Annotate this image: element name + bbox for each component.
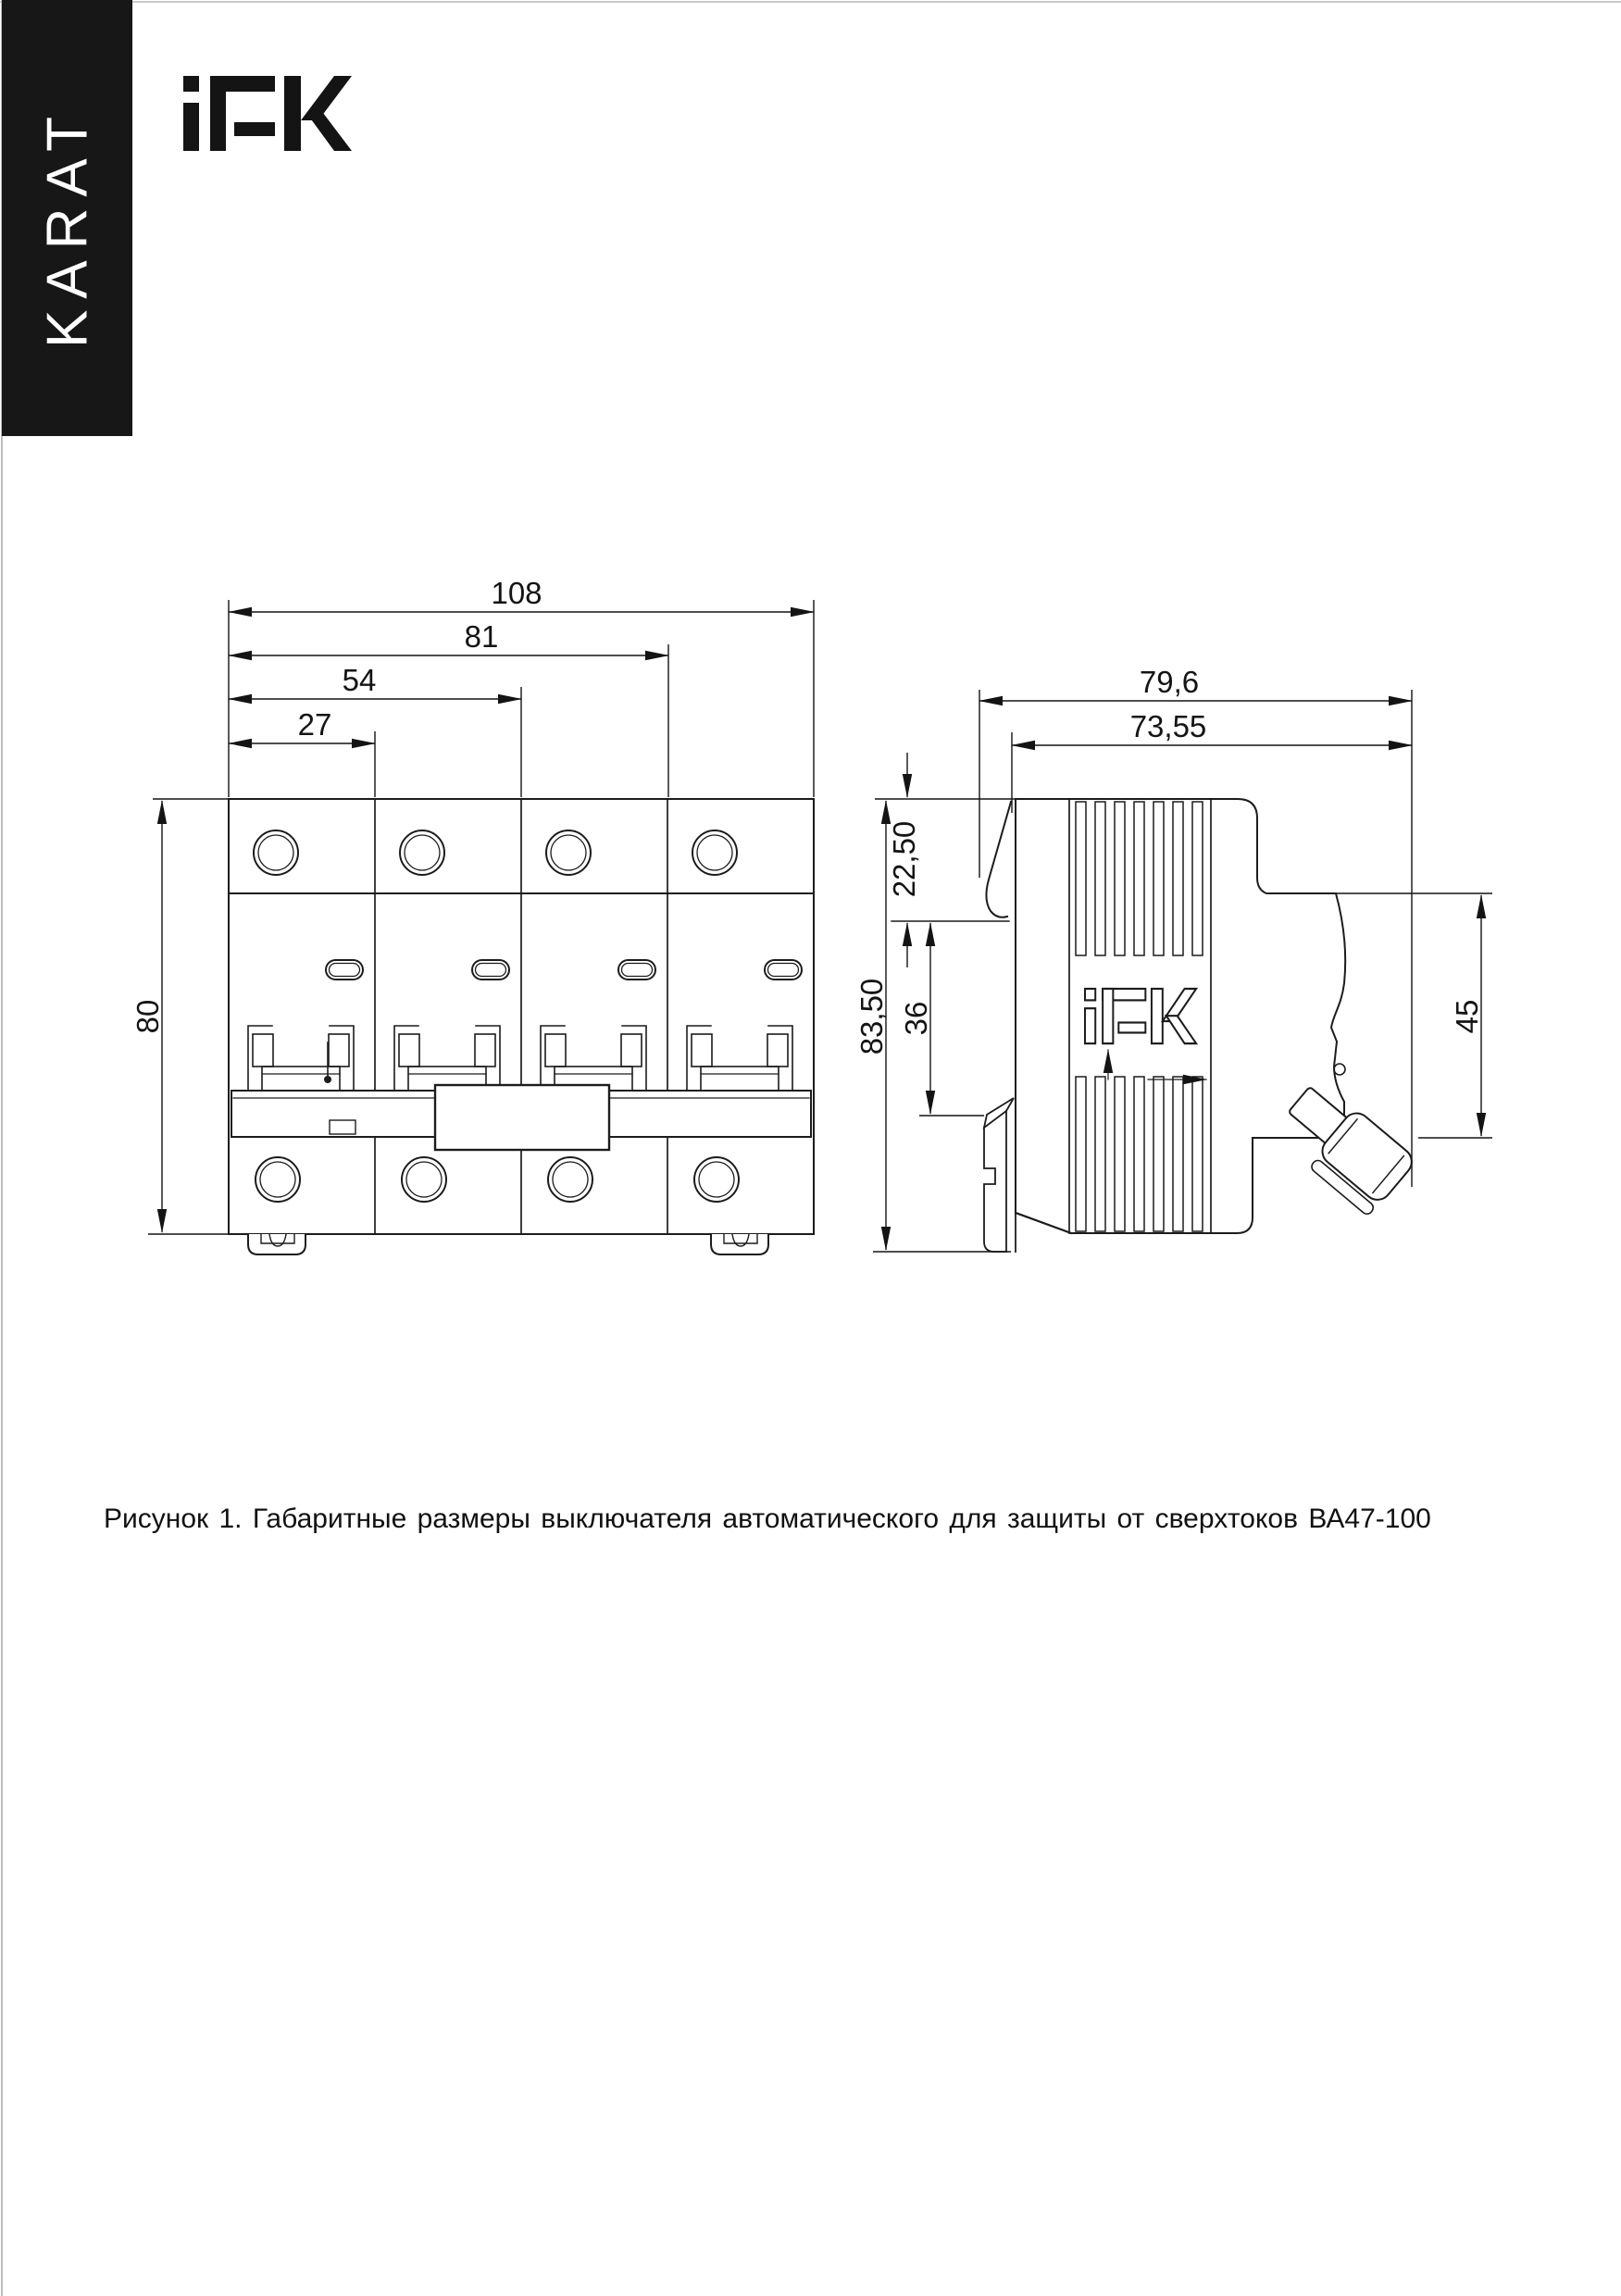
din-clip (248, 1234, 305, 1254)
interlock-plate (435, 1085, 609, 1150)
din-latch (984, 1098, 1016, 1252)
din-hook-top (986, 802, 1011, 917)
side-view (892, 799, 1417, 1252)
dim-side-front-height: 45 (1450, 999, 1484, 1034)
dim-front-width-1: 27 (297, 707, 332, 742)
side-body-outline (1016, 799, 1345, 1233)
figure-caption: Рисунок 1. Габаритные размеры выключателя автоматического для защиты от сверхтоков ВА47-100 (104, 1504, 1431, 1534)
dim-side-sec-top: 22,50 (887, 820, 921, 898)
dim-side-height-total: 83,50 (854, 978, 889, 1055)
dim-side-sec-mid: 36 (899, 1001, 933, 1036)
dim-front-height: 80 (131, 999, 165, 1034)
banner-text: KARAT (35, 105, 99, 348)
dim-side-depth-total: 79,6 (1139, 665, 1200, 699)
dim-front-total-width: 108 (491, 576, 542, 610)
dim-front-width-3: 81 (464, 619, 499, 654)
front-view (229, 799, 814, 1254)
dim-side-depth-body: 73,55 (1129, 709, 1207, 743)
dim-front-width-2: 54 (342, 663, 377, 697)
face-pin (1334, 1064, 1345, 1075)
